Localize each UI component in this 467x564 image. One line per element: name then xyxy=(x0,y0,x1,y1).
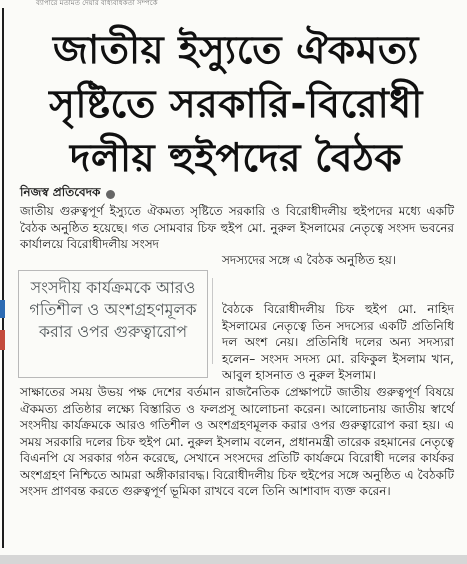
column-rule xyxy=(2,8,4,548)
headline-line-3: দলীয় হুইপদের বৈঠক xyxy=(69,136,403,181)
margin-mark-red xyxy=(0,330,5,350)
bullet-icon xyxy=(106,190,115,199)
headline-line-2: সৃষ্টিতে সরকারি-বিরোধী xyxy=(49,82,423,127)
paragraph-2: বৈঠকে বিরোধীদলীয় চিফ হুইপ মো. নাহিদ ইসলামের নেতৃত্বে তিন সদস্যের একটি প্রতিনিধি দল অংশ নেয়। প্রতিনিধি দলের অন্য সদস্যরা হলেন– সংসদ সদস্য মো. রফিকুল ইসলাম খান, আবুল হাসনাত ও নুরুল ইসলাম। xyxy=(222,302,454,382)
header-strip: ব্যাপারে মতামত দেয়ার বাধ্যবাধকতা সম্পর্কে xyxy=(36,0,158,7)
headline-line-1: জাতীয় ইস্যুতে ঐকমত্য xyxy=(53,28,419,73)
margin-mark-blue xyxy=(0,300,5,318)
byline: নিজস্ব প্রতিবেদক xyxy=(20,185,101,199)
byline-row xyxy=(20,186,115,202)
divider xyxy=(212,278,213,364)
paragraph-1: জাতীয় গুরুত্বপূর্ণ ইস্যুতে ঐকমত্য সৃষ্টিতে সরকারি ও বিরোধীদলীয় হুইপদের মধ্যে একটি বৈঠক অনুষ্ঠিত হয়েছে। গত সোমবার চিফ হুইপ মো. নুরুল ইসলামের নেতৃত্বে সংসদ ভবনের কার্যালয়ে বিরোধীদলীয় সংসদ xyxy=(20,204,454,251)
paragraph-3: সাক্ষাতের সময় উভয় পক্ষ দেশের বর্তমান রাজনৈতিক প্রেক্ষাপটে জাতীয় গুরুত্বপূর্ণ বিষয়ে ঐকমত্য প্রতিষ্ঠার লক্ষ্যে বিস্তারিত ও ফলপ্রসূ আলোচনা করেন। আলোচনায় জাতীয় স্বার্থে সংসদীয় কার্যক্রমকে আরও গতিশীল ও অংশগ্রহণমূলক করার ওপর গুরুত্বারোপ করা হয়। এ সময় সরকারি দলের চিফ হুইপ মো. নুরুল ইসলাম বলেন, প্রধানমন্ত্রী তারেক রহমানের নেতৃত্বে বিএনপি যে সরকার গঠন করেছে, সেখানে সংসদের প্রতিটি কার্যক্রমে বিরোধী দলের কার্যকর অংশগ্রহণ নিশ্চিতে আমরা অঙ্গীকারাবদ্ধ। বিরোধীদলীয় চিফ হুইপের সঙ্গে অনুষ্ঠিত এ বৈঠকটি সংসদ প্রাণবন্ত করতে গুরুত্বপূর্ণ ভূমিকা রাখবে বলে তিনি আশাবাদ ব্যক্ত করেন। xyxy=(20,385,454,498)
paragraph-1-tail: সদস্যদের সঙ্গে এ বৈঠক অনুষ্ঠিত হয়। xyxy=(222,253,397,267)
headline xyxy=(10,24,462,186)
bottom-bar xyxy=(0,555,467,564)
pull-quote: সংসদীয় কার্যক্রমকে আরও গতিশীল ও অংশগ্রহণমূলক করার ওপর গুরুত্বারোপ xyxy=(18,270,208,378)
